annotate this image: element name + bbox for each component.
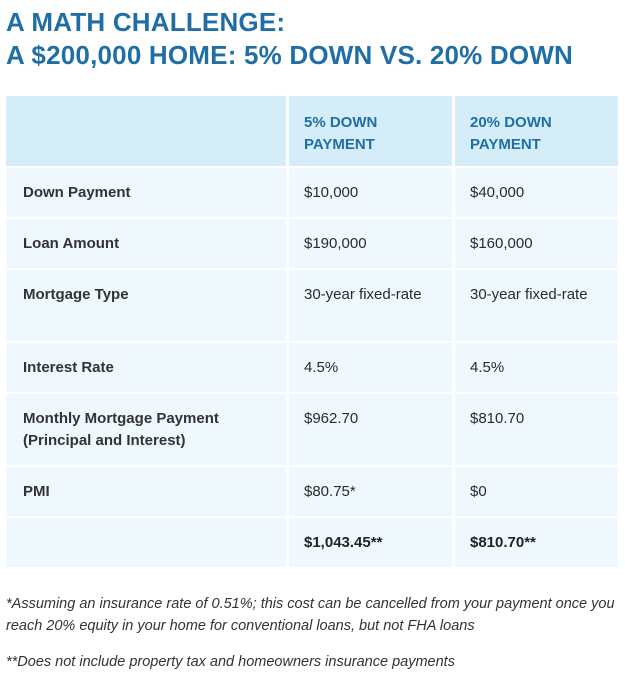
title-line-1: A MATH CHALLENGE: [6,7,286,37]
row-label-pmi: PMI [6,467,286,516]
comparison-table [6,96,618,569]
table-row [6,343,618,392]
value-5-percent: 4.5% [289,343,452,392]
footnote-taxes: **Does not include property tax and homeowners insurance payments [6,654,455,670]
header-cell-5-percent: 5% DOWN PAYMENT [289,96,452,166]
table-row [6,168,618,217]
page-title [6,6,573,72]
total-5-percent: $1,043.45** [289,518,452,567]
row-label-mortgage-type: Mortgage Type [6,270,286,341]
value-5-percent: $10,000 [289,168,452,217]
value-20-percent: $160,000 [455,219,618,268]
total-20-percent: $810.70** [455,518,618,567]
value-20-percent: 30-year fixed-rate [455,270,618,341]
table-row-total [6,518,618,567]
header-cell-empty [6,96,286,166]
table-row [6,270,618,341]
footnote-pmi: *Assuming an insurance rate of 0.51%; this cost can be cancelled from your payment once you reach 20% equity in your home for conventional loans, but not FHA loans [6,596,615,634]
value-20-percent: 4.5% [455,343,618,392]
title-line-2: A $200,000 HOME: 5% DOWN VS. 20% DOWN [6,40,574,70]
value-20-percent: $40,000 [455,168,618,217]
row-label-total [6,518,286,567]
value-5-percent: 30-year fixed-rate [289,270,452,341]
value-20-percent: $810.70 [455,394,618,465]
table-row [6,219,618,268]
table-row [6,394,618,465]
header-cell-20-percent: 20% DOWN PAYMENT [455,96,618,166]
table-header-row [6,96,618,166]
row-label-interest-rate: Interest Rate [6,343,286,392]
row-label-monthly-payment: Monthly Mortgage Payment (Principal and Interest) [6,394,286,465]
value-20-percent: $0 [455,467,618,516]
value-5-percent: $80.75* [289,467,452,516]
row-label-down-payment: Down Payment [6,168,286,217]
value-5-percent: $962.70 [289,394,452,465]
value-5-percent: $190,000 [289,219,452,268]
row-label-loan-amount: Loan Amount [6,219,286,268]
footnotes [6,593,616,687]
table-row [6,467,618,516]
